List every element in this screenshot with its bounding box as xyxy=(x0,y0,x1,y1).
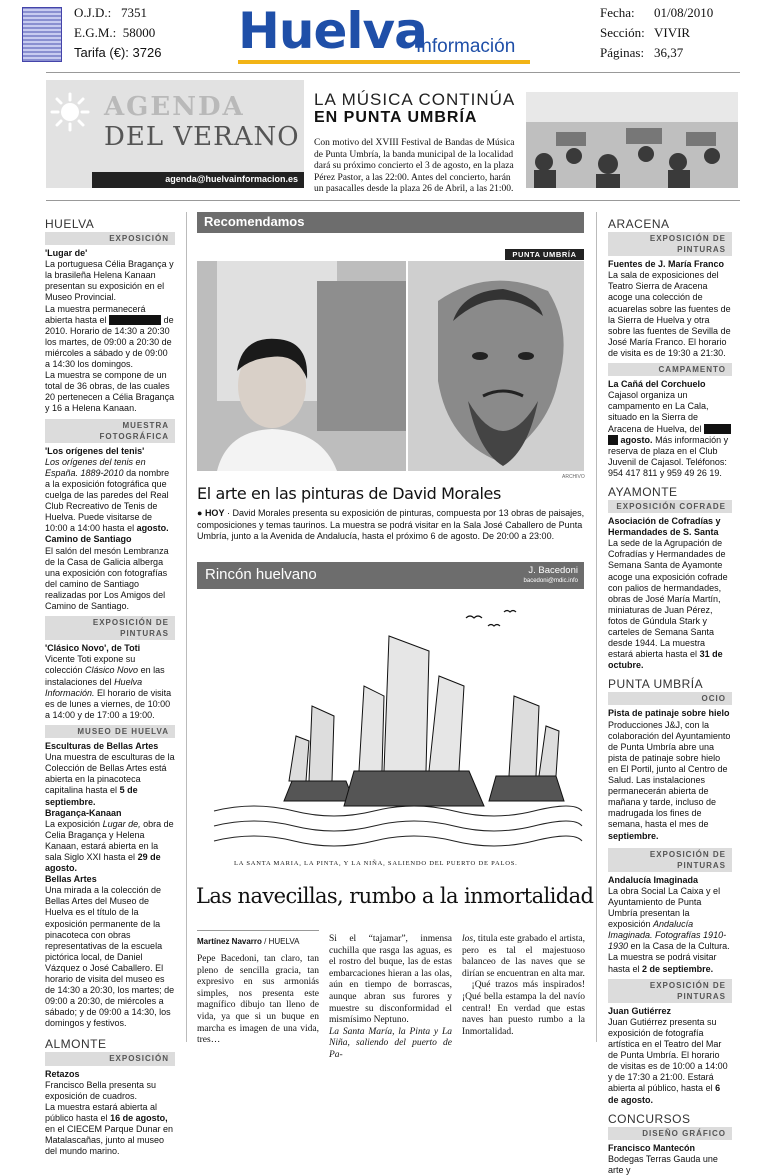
item-text-part: da nombre a la exposición fotográfica que cuelga de las paredes del Real Club Recreativo de Tenis de Huelva. Puede visitarse de 10:00 a 14:00 hasta el xyxy=(45,467,170,534)
item-text xyxy=(45,1102,175,1157)
section-expo-cofrade: EXPOSICIÓN COFRADE xyxy=(608,500,732,513)
item-title-toti: 'Clásico Novo', de Toti xyxy=(45,643,141,654)
item-title-fuentes: Fuentes de J. María Franco xyxy=(608,259,725,270)
item-title-mantecon: Francisco Mantecón xyxy=(608,1142,696,1153)
item-date: 5 de septiembre. xyxy=(45,785,138,807)
item-text-part: El horario de visita es de lunes a viernes, de 10:00 a 14:00 y de 17:00 a 19:00. xyxy=(45,687,172,720)
item-title-retazos: Retazos xyxy=(45,1068,80,1079)
item-text xyxy=(45,752,175,807)
item-text: Francisco Bella presenta su exposición de cuadros. xyxy=(45,1079,157,1101)
item-text xyxy=(45,819,175,874)
item-italic: Huelva Información. xyxy=(45,676,143,698)
item-text-part: en la Casa de la Cultura. La muestra se podrá visitar hasta el xyxy=(608,941,730,974)
art-text: ● HOY · David Morales presenta su exposición de pinturas, compuesta por 13 obras de paisajes, composiciones y temas taurinos. La muestra se podrá visitar en la Sala José Caballero de Punta Umbría, junto a la Avenida de Andalucía, hasta el próximo 6 de agosto. De 20:00 a 23:00. xyxy=(197,508,585,542)
item-text xyxy=(608,390,732,479)
article-text: ¡Qué trazos más inspirados! ¡Qué bella estampa la del navío central! En verdad que estas naves han puesto rumbo a la Inmortalidad. xyxy=(462,980,586,1037)
item-text: El salón del mesón Lembranza de la Casa de Galicia alberga una exposición con fotografías del camino de Santiago realizadas por Los Amigos del Camino de Santiago. xyxy=(45,545,169,611)
item-text-part: Más información y reserva de plaza en el Club Juvenil de Cajasol. Teléfonos: 954 417 811 y 959 49 26 19. xyxy=(608,434,729,478)
item-text: La portuguesa Célia Bragança y la brasileña Helena Kanaan presentan su exposición en el Museo Provincial. xyxy=(45,259,174,303)
item-text-part: en el CIECEM Parque Dunar en Matalascañas, junto al museo del mundo marino. xyxy=(45,1124,174,1157)
rincon-email[interactable]: bacedoni@mdic.info xyxy=(523,578,578,584)
sun-icon xyxy=(50,92,90,132)
music-text: Con motivo del XVIII Festival de Bandas de Música de Punta Umbría, la banda municipal de la localidad dará su próximo concierto el 3 de agosto, en la plaza Pérez Pastor, a las 22:00. Antes del concierto, harán un pasacalles desde la plaza 26 de Abril, a las 21:00. xyxy=(314,138,515,194)
byline xyxy=(197,937,299,946)
article-column-1: Pepe Bacedoni, tan claro, tan pleno de sencilla gracia, tan expresivo en sus armoniás simples, nos presenta este magnífico dibujo tan lleno de vida, ya que si un buque en marcha es imagen de una vida, tres… xyxy=(197,954,319,1046)
redaction-mark xyxy=(109,315,161,325)
item-text-part: La obra Social La Caixa y el Ayuntamiento de Punta Umbría presentan la exposición xyxy=(608,885,721,930)
item-date: 31 de octubre. xyxy=(608,649,723,671)
music-headline-bold: EN PUNTA UMBRÍA xyxy=(314,109,478,126)
portrait-drawing xyxy=(408,261,584,471)
seccion-label: Sección: xyxy=(600,25,645,40)
item-text-part: Producciones J&J, con la colaboración del Ayuntamiento de Punta Umbría abre una pista de patinaje sobre hielo en El Portil, junto al Centro de Salud. Las instalaciones permanecerán abierta de mañana y tarde, incluso de madrugada los fines de semana, hasta el mes de xyxy=(608,719,731,830)
item-title-bellas: Bellas Artes xyxy=(45,874,97,885)
item-title-esculturas: Esculturas de Bellas Artes xyxy=(45,741,159,752)
masthead-logo xyxy=(238,2,538,66)
photo-credit: ARCHIVO xyxy=(562,474,585,480)
section-muestra: MUESTRA FOTOGRÁFICA xyxy=(45,419,175,443)
item-text: La sala de exposiciones del Teatro Sierra de Aracena acoge una colección de acuarelas sobre las fuentes de la Sierra de Huelva y otra sobre las fuentes de Sevilla de José María Franco. El horario de visita es de 19:30 a 21:30. xyxy=(608,270,731,358)
artist-photo xyxy=(197,261,406,471)
item-text-part: de 2010. Horario de 14:30 a 20:30 los martes, de 09:00 a 20:30 de miércoles a sábado y de 09:00 a 14:30 los domingos. xyxy=(45,314,174,370)
masthead-underline xyxy=(238,60,530,64)
item-italic: Lugar de, xyxy=(102,818,141,829)
item-text-part: en las instalaciones del xyxy=(45,665,165,687)
tarifa: Tarifa (€): 3726 xyxy=(74,45,162,60)
section-expo-pinturas: EXPOSICIÓN DE PINTURAS xyxy=(608,848,732,872)
section-exposicion: EXPOSICIÓN xyxy=(45,232,175,245)
city-ayamonte: AYAMONTE xyxy=(608,484,678,499)
masthead-name: Huelva xyxy=(238,2,427,60)
item-text-part: obra de Celia Bragança y Helena Kanaan, estará abierta en la sala Siglo XXI hasta el xyxy=(45,818,174,862)
item-text-part: La sede de la Agrupación de Cofradías y Hermandades de Semana Santa de Ayamonte acoge una exposición cofrade con palios de hermandades, obras de José María Martín, miniaturas de Juan Pérez, fotos de Gúndula Stark y carteles de Semana Santa desde 1944. La muestra estará abierta hasta el xyxy=(608,538,728,660)
clipping-date-info xyxy=(600,3,713,63)
item-text xyxy=(45,457,175,535)
item-text xyxy=(608,720,732,842)
article-italic: los, xyxy=(462,934,476,944)
item-text-part: La muestra estará abierta al público hasta el xyxy=(45,1101,158,1123)
article-text: titula este grabado el artista, pero es tal el majestuoso balanceo de las naves que se dirían se encuentran en alta mar. xyxy=(462,934,585,979)
item-date: 6 de agosto. xyxy=(608,1083,721,1105)
item-date: 2 de septiembre. xyxy=(642,963,714,974)
item-date: septiembre. xyxy=(608,830,659,841)
item-date: agosto. xyxy=(136,523,169,534)
article-text: Si el “tajamar”, inmensa cuchilla que rasga las aguas, es el rostro del buque, las de estas embarcaciones hieran a las olas, aún en tiempo de borrascas, aunque abran sus furores y muestre su disconformidad el mismísimo Neptuno. xyxy=(329,934,452,1026)
clipping-thumbnail xyxy=(22,7,62,62)
item-text xyxy=(45,654,175,721)
item-italic: Los orígenes del tenis en España. 1889-2010 xyxy=(45,456,146,478)
item-italic: Andalucía Imaginada. Fotografías 1910-1930 xyxy=(608,919,727,952)
section-campamento: CAMPAMENTO xyxy=(608,363,732,376)
left-agenda-column xyxy=(45,213,175,1157)
ships-engraving xyxy=(214,596,582,866)
item-date: 16 de agosto, xyxy=(110,1112,168,1123)
item-title-tenis: 'Los orígenes del tenis' xyxy=(45,445,145,456)
seccion-value: VIVIR xyxy=(654,25,691,40)
ship-caption: LA SANTA MARIA, LA PINTA, Y LA NIÑA, SALIENDO DEL PUERTO DE PALOS. xyxy=(234,860,518,867)
byline-rule xyxy=(197,930,319,931)
byline-name: Martínez Navarro xyxy=(197,937,262,946)
item-title-andalucia: Andalucía Imaginada xyxy=(608,874,699,885)
item-title-cana: La Cañá del Corchuelo xyxy=(608,379,706,390)
item-text-part: La muestra permanecerá abierta hasta el xyxy=(45,303,146,325)
city-punta-umbria: PUNTA UMBRÍA xyxy=(608,677,704,692)
byline-place: / HUELVA xyxy=(264,937,300,946)
paginas-label: Páginas: xyxy=(600,45,645,60)
ojd-label: O.J.D.: xyxy=(74,5,112,20)
article-column-2 xyxy=(329,934,452,1062)
item-text: La muestra se compone de un total de 36 obras, de las cuales 20 pertenecen a Célia Bragança y 16 a Helena Kanaan. xyxy=(45,370,175,414)
city-almonte: ALMONTE xyxy=(45,1037,107,1052)
item-text-part: Una muestra de esculturas de la Colección de Bellas Artes está abierta en la pinacoteca capitalina hasta el xyxy=(45,752,175,796)
section-museo: MUSEO DE HUELVA xyxy=(45,725,175,738)
header-rule xyxy=(46,72,740,73)
column-divider-right xyxy=(596,212,597,1042)
item-title-braganca: Bragança-Kanaan xyxy=(45,807,122,818)
ojd-value: 7351 xyxy=(120,5,147,20)
section-expo-pinturas: EXPOSICIÓN DE PINTURAS xyxy=(45,616,175,640)
paginas-value: 36,37 xyxy=(654,45,684,60)
navecillas-headline: Las navecillas, rumbo a la inmortalidad xyxy=(196,884,594,908)
column-divider-left xyxy=(186,212,187,1042)
item-title-pista: Pista de patinaje sobre hielo xyxy=(608,708,730,719)
clipping-audience-info xyxy=(74,3,161,63)
article-column-3 xyxy=(462,934,585,1038)
banner-rule xyxy=(46,200,740,201)
item-text xyxy=(608,538,732,671)
item-text xyxy=(608,886,732,975)
art-headline: El arte en las pinturas de David Morales xyxy=(197,484,501,503)
recomendamos-header: Recomendamos xyxy=(197,212,584,233)
masthead-sub: Información xyxy=(416,36,516,57)
item-date: 29 de agosto. xyxy=(45,851,161,874)
item-text: Una mirada a la colección de Bellas Artes del Museo de Huelva es el título de la exposición permanente de la pinacoteca con obras representativas de la escuela pictórica local, de Daniel Vázquez o José Caballero. El horario de visita del museo es de 14:30 a 20:30, los martes; de 09:00 a 20:30, de miércoles a sábado; y de 09:00 a 14:30, los domingos y festivos. xyxy=(45,885,175,1029)
section-ocio: OCIO xyxy=(608,692,732,705)
music-headline: LA MÚSICA CONTINÚA xyxy=(314,90,516,109)
egm-value: 58000 xyxy=(122,25,156,40)
egm-label: E.G.M.: xyxy=(74,25,117,40)
rincon-header xyxy=(197,562,584,589)
rincon-author: J. Bacedoni xyxy=(528,565,578,576)
section-expo-pinturas: EXPOSICIÓN DE PINTURAS xyxy=(608,232,732,256)
item-text: Bodegas Terras Gauda une arte y xyxy=(608,1153,718,1175)
item-text-part: La exposición xyxy=(45,818,101,829)
item-text-part: Juan Gutiérrez presenta su exposición de fotografía artística en el Teatro del Mar de Punta Umbría. El horario de visitas es de 10:00 a 14:00 y de 17:30 a 21:00. Estará abierta al público, hasta el xyxy=(608,1016,728,1094)
punta-umbria-tag: PUNTA UMBRÍA xyxy=(505,249,584,260)
item-text xyxy=(45,304,175,371)
item-text-part: Vicente Toti expone su colección xyxy=(45,654,136,676)
city-aracena: ARACENA xyxy=(608,217,670,231)
item-title-lugar: 'Lugar de' xyxy=(45,248,88,259)
section-expo-pinturas: EXPOSICIÓN DE PINTURAS xyxy=(608,979,732,1003)
item-italic: Clásico Novo xyxy=(85,665,139,676)
item-title-asociacion: Asociación de Cofradías y Hermandades de S. Santa xyxy=(608,516,721,538)
article-italic: La Santa María, la Pinta y La Niña, saliendo del puerto de Pa- xyxy=(329,1026,452,1060)
item-title-camino: Camino de Santiago xyxy=(45,534,132,545)
agenda-email[interactable]: agenda@huelvainformacion.es xyxy=(92,172,304,188)
item-date: agosto. xyxy=(620,434,653,445)
item-text xyxy=(608,1017,732,1106)
section-exposicion: EXPOSICIÓN xyxy=(45,1052,175,1065)
fecha-label: Fecha: xyxy=(600,5,635,20)
fecha-value: 01/08/2010 xyxy=(654,5,714,20)
art-text-body: David Morales presenta su exposición de pinturas, compuesta por 13 obras de paisajes, composiciones y temas taurinos. La muestra se podrá visitar en la Sala José Caballero de Punta Umbría, junto a la Avenida de Andalucía, hasta el próximo 6 de agosto. De 20:00 a 23:00. xyxy=(197,508,585,542)
city-concursos: CONCURSOS xyxy=(608,1111,691,1126)
item-text-part: Cajasol organiza un campamento en La Cala, situado en la Sierra de Aracena de Huelva, del xyxy=(608,390,709,434)
city-huelva: HUELVA xyxy=(45,217,95,231)
band-photo xyxy=(526,92,738,188)
agenda-title: AGENDA xyxy=(104,92,245,122)
item-title-juan: Juan Gutiérrez xyxy=(608,1005,672,1016)
agenda-subtitle: DEL VERANO xyxy=(104,122,300,152)
rincon-title: Rincón huelvano xyxy=(205,566,317,583)
section-diseno: DISEÑO GRÁFICO xyxy=(608,1127,732,1140)
right-agenda-column xyxy=(608,213,732,1176)
hoy-label: HOY xyxy=(204,508,225,518)
